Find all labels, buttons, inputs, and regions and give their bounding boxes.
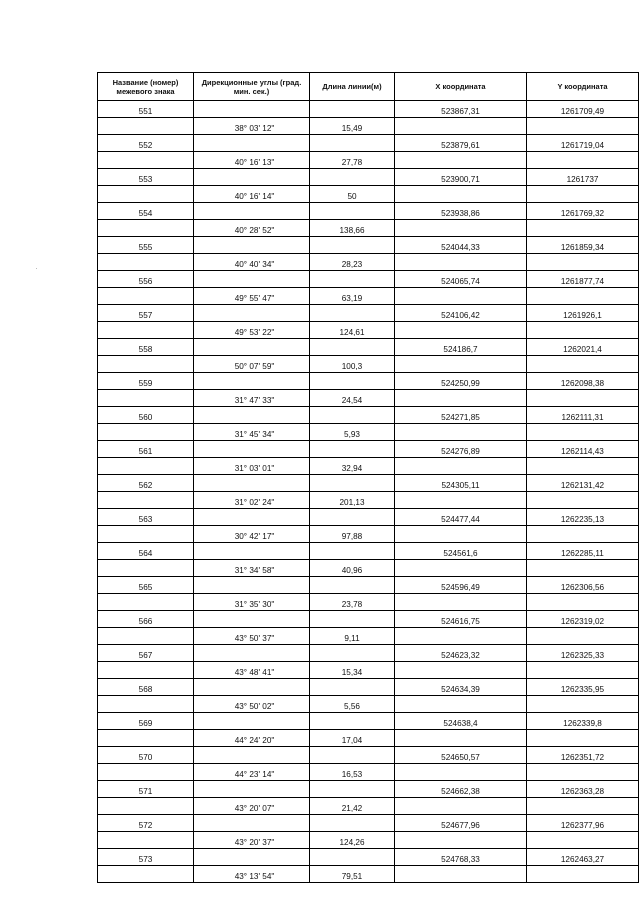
x-coordinate-cell: 524638,4 <box>395 713 527 730</box>
line-length-cell: 15,49 <box>310 118 395 135</box>
empty-cell <box>527 288 639 305</box>
table-header-row <box>98 73 639 101</box>
empty-cell <box>194 475 310 492</box>
empty-cell <box>527 424 639 441</box>
table-row <box>98 611 639 628</box>
empty-cell <box>194 373 310 390</box>
empty-cell <box>194 271 310 288</box>
empty-cell <box>194 237 310 254</box>
table-row <box>98 203 639 220</box>
table-body <box>98 101 639 883</box>
point-name-cell: 555 <box>98 237 194 254</box>
bearing-angle-cell: 40° 16' 13" <box>194 152 310 169</box>
empty-cell <box>194 135 310 152</box>
empty-cell <box>527 458 639 475</box>
x-coordinate-cell: 523938,86 <box>395 203 527 220</box>
table-row <box>98 101 639 118</box>
empty-cell <box>98 696 194 713</box>
empty-cell <box>98 764 194 781</box>
empty-cell <box>310 747 395 764</box>
x-coordinate-cell: 524768,33 <box>395 849 527 866</box>
empty-cell <box>310 101 395 118</box>
empty-cell <box>310 237 395 254</box>
empty-cell <box>527 492 639 509</box>
x-coordinate-cell: 524271,85 <box>395 407 527 424</box>
table-row <box>98 118 639 135</box>
empty-cell <box>527 798 639 815</box>
empty-cell <box>527 560 639 577</box>
x-coordinate-cell: 523879,61 <box>395 135 527 152</box>
table-row <box>98 577 639 594</box>
y-coordinate-cell: 1262306,56 <box>527 577 639 594</box>
empty-cell <box>395 832 527 849</box>
table-row <box>98 305 639 322</box>
table-row <box>98 781 639 798</box>
point-name-cell: 569 <box>98 713 194 730</box>
empty-cell <box>310 509 395 526</box>
empty-cell <box>98 492 194 509</box>
empty-cell <box>527 662 639 679</box>
y-coordinate-cell: 1262114,43 <box>527 441 639 458</box>
y-coordinate-cell: 1261769,32 <box>527 203 639 220</box>
line-length-cell: 124,26 <box>310 832 395 849</box>
empty-cell <box>194 611 310 628</box>
table-row <box>98 594 639 611</box>
empty-cell <box>395 662 527 679</box>
empty-cell <box>98 356 194 373</box>
table-row <box>98 747 639 764</box>
y-coordinate-cell: 1262111,31 <box>527 407 639 424</box>
empty-cell <box>194 441 310 458</box>
empty-cell <box>395 492 527 509</box>
y-coordinate-cell: 1262098,38 <box>527 373 639 390</box>
empty-cell <box>98 628 194 645</box>
bearing-angle-cell: 31° 35' 30" <box>194 594 310 611</box>
empty-cell <box>310 577 395 594</box>
empty-cell <box>310 815 395 832</box>
line-length-cell: 124,61 <box>310 322 395 339</box>
table-row <box>98 696 639 713</box>
empty-cell <box>395 356 527 373</box>
x-coordinate-cell: 524305,11 <box>395 475 527 492</box>
empty-cell <box>527 322 639 339</box>
table-row <box>98 832 639 849</box>
bearing-angle-cell: 40° 40' 34" <box>194 254 310 271</box>
bearing-angle-cell: 31° 34' 58" <box>194 560 310 577</box>
y-coordinate-cell: 1261719,04 <box>527 135 639 152</box>
boundary-coordinates-document <box>97 72 638 883</box>
x-coordinate-cell: 524250,99 <box>395 373 527 390</box>
empty-cell <box>310 781 395 798</box>
bearing-angle-cell: 31° 02' 24" <box>194 492 310 509</box>
empty-cell <box>395 424 527 441</box>
empty-cell <box>395 798 527 815</box>
bearing-angle-cell: 43° 20' 37" <box>194 832 310 849</box>
empty-cell <box>98 526 194 543</box>
x-coordinate-cell: 524616,75 <box>395 611 527 628</box>
point-name-cell: 556 <box>98 271 194 288</box>
empty-cell <box>395 730 527 747</box>
point-name-cell: 572 <box>98 815 194 832</box>
point-name-cell: 564 <box>98 543 194 560</box>
table-row <box>98 271 639 288</box>
y-coordinate-cell: 1261877,74 <box>527 271 639 288</box>
empty-cell <box>395 288 527 305</box>
table-row <box>98 526 639 543</box>
table-row <box>98 866 639 883</box>
point-name-cell: 566 <box>98 611 194 628</box>
point-name-cell: 562 <box>98 475 194 492</box>
y-coordinate-cell: 1262235,13 <box>527 509 639 526</box>
line-length-cell: 138,66 <box>310 220 395 237</box>
line-length-cell: 100,3 <box>310 356 395 373</box>
point-name-cell: 558 <box>98 339 194 356</box>
empty-cell <box>98 220 194 237</box>
table-row <box>98 543 639 560</box>
table-row <box>98 713 639 730</box>
y-coordinate-cell: 1262377,96 <box>527 815 639 832</box>
table-row <box>98 798 639 815</box>
empty-cell <box>194 407 310 424</box>
empty-cell <box>395 458 527 475</box>
empty-cell <box>194 543 310 560</box>
empty-cell <box>527 118 639 135</box>
header-y-coordinate: Y координата <box>527 73 639 101</box>
x-coordinate-cell: 524106,42 <box>395 305 527 322</box>
empty-cell <box>527 390 639 407</box>
line-length-cell: 63,19 <box>310 288 395 305</box>
point-name-cell: 571 <box>98 781 194 798</box>
point-name-cell: 554 <box>98 203 194 220</box>
line-length-cell: 201,13 <box>310 492 395 509</box>
table-row <box>98 662 639 679</box>
table-row <box>98 628 639 645</box>
header-point-name: Название (номер) межевого знака <box>98 73 194 101</box>
x-coordinate-cell: 524677,96 <box>395 815 527 832</box>
bearing-angle-cell: 38° 03' 12" <box>194 118 310 135</box>
empty-cell <box>194 679 310 696</box>
x-coordinate-cell: 524596,49 <box>395 577 527 594</box>
y-coordinate-cell: 1262339,8 <box>527 713 639 730</box>
point-name-cell: 557 <box>98 305 194 322</box>
empty-cell <box>395 322 527 339</box>
table-row <box>98 424 639 441</box>
line-length-cell: 28,23 <box>310 254 395 271</box>
point-name-cell: 565 <box>98 577 194 594</box>
y-coordinate-cell: 1262351,72 <box>527 747 639 764</box>
empty-cell <box>395 152 527 169</box>
y-coordinate-cell: 1262363,28 <box>527 781 639 798</box>
line-length-cell: 23,78 <box>310 594 395 611</box>
y-coordinate-cell: 1261737 <box>527 169 639 186</box>
empty-cell <box>310 849 395 866</box>
empty-cell <box>98 832 194 849</box>
table-row <box>98 186 639 203</box>
empty-cell <box>310 203 395 220</box>
header-x-coordinate: X координата <box>395 73 527 101</box>
empty-cell <box>98 424 194 441</box>
table-row <box>98 288 639 305</box>
empty-cell <box>194 305 310 322</box>
x-coordinate-cell: 524477,44 <box>395 509 527 526</box>
empty-cell <box>194 645 310 662</box>
table-row <box>98 679 639 696</box>
empty-cell <box>395 254 527 271</box>
table-row <box>98 475 639 492</box>
empty-cell <box>98 560 194 577</box>
bearing-angle-cell: 40° 16' 14" <box>194 186 310 203</box>
bearing-angle-cell: 44° 23' 14" <box>194 764 310 781</box>
x-coordinate-cell: 524065,74 <box>395 271 527 288</box>
table-row <box>98 730 639 747</box>
bearing-angle-cell: 43° 20' 07" <box>194 798 310 815</box>
boundary-points-table <box>97 72 639 883</box>
empty-cell <box>194 169 310 186</box>
bearing-angle-cell: 43° 50' 02" <box>194 696 310 713</box>
table-row <box>98 373 639 390</box>
line-length-cell: 79,51 <box>310 866 395 883</box>
point-name-cell: 570 <box>98 747 194 764</box>
y-coordinate-cell: 1262131,42 <box>527 475 639 492</box>
point-name-cell: 560 <box>98 407 194 424</box>
table-row <box>98 254 639 271</box>
empty-cell <box>395 526 527 543</box>
x-coordinate-cell: 524650,57 <box>395 747 527 764</box>
x-coordinate-cell: 524634,39 <box>395 679 527 696</box>
table-row <box>98 764 639 781</box>
empty-cell <box>527 730 639 747</box>
point-name-cell: 553 <box>98 169 194 186</box>
table-row <box>98 441 639 458</box>
table-row <box>98 135 639 152</box>
empty-cell <box>98 186 194 203</box>
empty-cell <box>194 509 310 526</box>
line-length-cell: 32,94 <box>310 458 395 475</box>
table-row <box>98 849 639 866</box>
empty-cell <box>527 254 639 271</box>
header-bearing-angle: Дирекционные углы (град. мин. сек.) <box>194 73 310 101</box>
y-coordinate-cell: 1262463,27 <box>527 849 639 866</box>
bearing-angle-cell: 49° 53' 22" <box>194 322 310 339</box>
y-coordinate-cell: 1261926,1 <box>527 305 639 322</box>
table-row <box>98 815 639 832</box>
point-name-cell: 563 <box>98 509 194 526</box>
line-length-cell: 5,56 <box>310 696 395 713</box>
empty-cell <box>310 305 395 322</box>
table-row <box>98 390 639 407</box>
empty-cell <box>310 407 395 424</box>
table-row <box>98 356 639 373</box>
y-coordinate-cell: 1262285,11 <box>527 543 639 560</box>
line-length-cell: 17,04 <box>310 730 395 747</box>
line-length-cell: 24,54 <box>310 390 395 407</box>
empty-cell <box>395 186 527 203</box>
header-line-length: Длина линии(м) <box>310 73 395 101</box>
line-length-cell: 16,53 <box>310 764 395 781</box>
empty-cell <box>527 832 639 849</box>
empty-cell <box>310 271 395 288</box>
x-coordinate-cell: 524044,33 <box>395 237 527 254</box>
y-coordinate-cell: 1261709,49 <box>527 101 639 118</box>
empty-cell <box>310 339 395 356</box>
empty-cell <box>395 220 527 237</box>
empty-cell <box>395 628 527 645</box>
empty-cell <box>98 254 194 271</box>
empty-cell <box>527 628 639 645</box>
empty-cell <box>194 339 310 356</box>
empty-cell <box>527 356 639 373</box>
empty-cell <box>395 118 527 135</box>
line-length-cell: 40,96 <box>310 560 395 577</box>
table-row <box>98 560 639 577</box>
empty-cell <box>310 713 395 730</box>
empty-cell <box>527 220 639 237</box>
empty-cell <box>527 186 639 203</box>
table-row <box>98 220 639 237</box>
empty-cell <box>310 373 395 390</box>
empty-cell <box>194 577 310 594</box>
point-name-cell: 561 <box>98 441 194 458</box>
empty-cell <box>98 288 194 305</box>
line-length-cell: 15,34 <box>310 662 395 679</box>
table-row <box>98 509 639 526</box>
y-coordinate-cell: 1262319,02 <box>527 611 639 628</box>
empty-cell <box>310 169 395 186</box>
empty-cell <box>395 560 527 577</box>
empty-cell <box>395 696 527 713</box>
table-row <box>98 407 639 424</box>
empty-cell <box>98 662 194 679</box>
point-name-cell: 551 <box>98 101 194 118</box>
empty-cell <box>98 458 194 475</box>
bearing-angle-cell: 43° 13' 54" <box>194 866 310 883</box>
empty-cell <box>527 866 639 883</box>
line-length-cell: 50 <box>310 186 395 203</box>
empty-cell <box>98 152 194 169</box>
table-row <box>98 492 639 509</box>
scan-speck <box>36 268 37 269</box>
empty-cell <box>395 594 527 611</box>
empty-cell <box>310 645 395 662</box>
y-coordinate-cell: 1261859,34 <box>527 237 639 254</box>
empty-cell <box>98 390 194 407</box>
table-row <box>98 339 639 356</box>
empty-cell <box>98 798 194 815</box>
empty-cell <box>194 101 310 118</box>
bearing-angle-cell: 43° 50' 37" <box>194 628 310 645</box>
point-name-cell: 573 <box>98 849 194 866</box>
empty-cell <box>310 135 395 152</box>
empty-cell <box>98 322 194 339</box>
x-coordinate-cell: 523867,31 <box>395 101 527 118</box>
bearing-angle-cell: 44° 24' 20" <box>194 730 310 747</box>
empty-cell <box>527 696 639 713</box>
empty-cell <box>310 475 395 492</box>
table-row <box>98 152 639 169</box>
bearing-angle-cell: 31° 47' 33" <box>194 390 310 407</box>
empty-cell <box>527 526 639 543</box>
empty-cell <box>395 764 527 781</box>
point-name-cell: 568 <box>98 679 194 696</box>
empty-cell <box>395 390 527 407</box>
line-length-cell: 27,78 <box>310 152 395 169</box>
empty-cell <box>98 730 194 747</box>
bearing-angle-cell: 31° 45' 34" <box>194 424 310 441</box>
point-name-cell: 559 <box>98 373 194 390</box>
bearing-angle-cell: 49° 55' 47" <box>194 288 310 305</box>
line-length-cell: 5,93 <box>310 424 395 441</box>
x-coordinate-cell: 524186,7 <box>395 339 527 356</box>
point-name-cell: 552 <box>98 135 194 152</box>
empty-cell <box>194 815 310 832</box>
empty-cell <box>310 543 395 560</box>
empty-cell <box>194 203 310 220</box>
point-name-cell: 567 <box>98 645 194 662</box>
bearing-angle-cell: 40° 28' 52" <box>194 220 310 237</box>
bearing-angle-cell: 43° 48' 41" <box>194 662 310 679</box>
empty-cell <box>310 441 395 458</box>
empty-cell <box>194 849 310 866</box>
y-coordinate-cell: 1262335,95 <box>527 679 639 696</box>
line-length-cell: 21,42 <box>310 798 395 815</box>
table-row <box>98 645 639 662</box>
empty-cell <box>395 866 527 883</box>
empty-cell <box>194 713 310 730</box>
table-row <box>98 458 639 475</box>
empty-cell <box>98 594 194 611</box>
empty-cell <box>527 594 639 611</box>
x-coordinate-cell: 523900,71 <box>395 169 527 186</box>
y-coordinate-cell: 1262325,33 <box>527 645 639 662</box>
empty-cell <box>194 781 310 798</box>
empty-cell <box>527 152 639 169</box>
table-row <box>98 237 639 254</box>
x-coordinate-cell: 524662,38 <box>395 781 527 798</box>
bearing-angle-cell: 30° 42' 17" <box>194 526 310 543</box>
line-length-cell: 97,88 <box>310 526 395 543</box>
empty-cell <box>98 866 194 883</box>
empty-cell <box>98 118 194 135</box>
x-coordinate-cell: 524276,89 <box>395 441 527 458</box>
table-row <box>98 169 639 186</box>
empty-cell <box>527 764 639 781</box>
line-length-cell: 9,11 <box>310 628 395 645</box>
empty-cell <box>310 611 395 628</box>
empty-cell <box>194 747 310 764</box>
empty-cell <box>310 679 395 696</box>
y-coordinate-cell: 1262021,4 <box>527 339 639 356</box>
x-coordinate-cell: 524561,6 <box>395 543 527 560</box>
x-coordinate-cell: 524623,32 <box>395 645 527 662</box>
table-row <box>98 322 639 339</box>
bearing-angle-cell: 50° 07' 59" <box>194 356 310 373</box>
bearing-angle-cell: 31° 03' 01" <box>194 458 310 475</box>
